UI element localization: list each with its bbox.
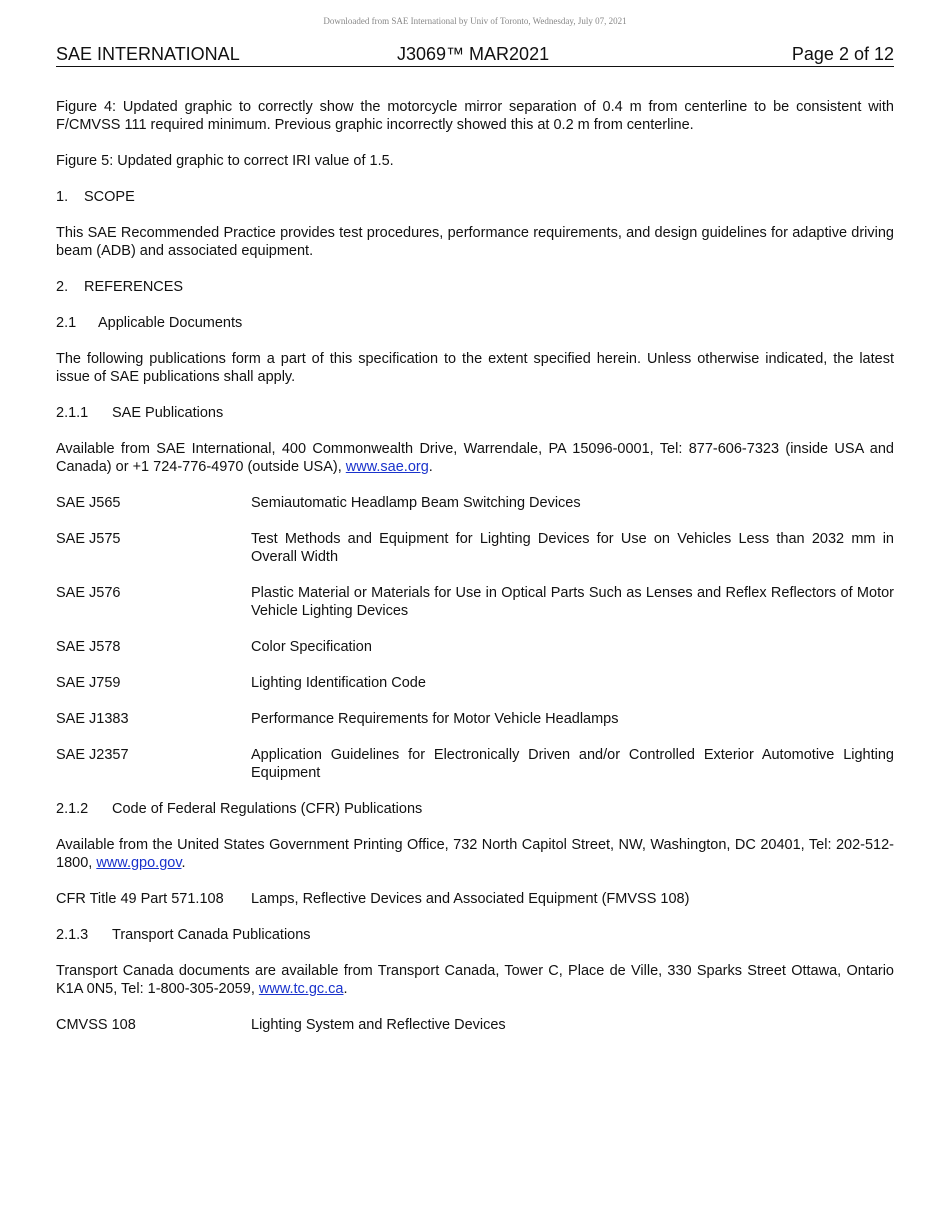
header-org: SAE INTERNATIONAL (56, 44, 240, 64)
sae-availability: Available from SAE International, 400 Commonwealth Drive, Warrendale, PA 15096-0001, Tel: 877-606-7323 (inside USA and Canada) or +1 724-776-4970 (outside USA), www.sae.org. (56, 441, 894, 475)
document-body (56, 98, 894, 1052)
reference-title: Performance Requirements for Motor Vehicle Headlamps (251, 711, 619, 727)
figure5-note: Figure 5: Updated graphic to correct IRI value of 1.5. (56, 153, 394, 169)
section-number: 1. (56, 189, 69, 205)
reference-row (56, 1016, 894, 1034)
subsection-title: Code of Federal Regulations (CFR) Publications (112, 801, 423, 817)
subsection-title: Applicable Documents (98, 315, 243, 331)
gpo-link[interactable]: www.gpo.gov (96, 855, 182, 871)
header-doc-id: J3069™ MAR2021 (397, 44, 550, 64)
subsection-sae-heading (56, 404, 894, 422)
reference-row (56, 710, 894, 728)
reference-code: SAE J1383 (56, 711, 129, 727)
reference-code: SAE J565 (56, 495, 121, 511)
tc-link[interactable]: www.tc.gc.ca (258, 981, 344, 997)
scope-text: This SAE Recommended Practice provides test procedures, performance requirements, and design guidelines for adaptive driving beam (ADB) and associated equipment. (56, 225, 894, 259)
subsection-number: 2.1.2 (56, 801, 89, 817)
subsection-number: 2.1.3 (56, 927, 89, 943)
reference-row (56, 494, 894, 512)
reference-row (56, 638, 894, 656)
reference-code: SAE J759 (56, 675, 121, 691)
reference-title: Lighting Identification Code (251, 675, 426, 691)
reference-code: SAE J2357 (56, 747, 129, 763)
header-page-number: Page 2 of 12 (791, 44, 894, 64)
sae-link[interactable]: www.sae.org (345, 459, 429, 475)
subsection-applicable-heading (56, 314, 894, 332)
reference-code: CMVSS 108 (56, 1017, 136, 1033)
reference-row (56, 530, 894, 566)
page-header (56, 44, 894, 67)
section-title: SCOPE (84, 189, 135, 205)
reference-row (56, 746, 894, 782)
availability-text: Transport Canada documents are available from Transport Canada, Tower C, Place de Ville, 330 Sparks Street Ottawa, Ontario K1A 0N5, Tel: 1-800-305-2059, (56, 963, 894, 997)
subsection-number: 2.1.1 (56, 405, 89, 421)
section-references-heading (56, 278, 894, 296)
section-scope-heading (56, 188, 894, 206)
applicable-text: The following publications form a part of this specification to the extent specified herein. Unless otherwise indicated, the latest issue of SAE publications shall apply. (56, 351, 894, 385)
reference-row (56, 584, 894, 620)
download-watermark: Downloaded from SAE International by Univ of Toronto, Wednesday, July 07, 2021 (323, 16, 627, 26)
tc-availability: Transport Canada documents are available from Transport Canada, Tower C, Place de Ville, 330 Sparks Street Ottawa, Ontario K1A 0N5, Tel: 1-800-305-2059, www.tc.gc.ca. (56, 963, 894, 997)
availability-text: Available from the United States Government Printing Office, 732 North Capitol Street, NW, Washington, DC 20401, Tel: 202-512-1800, (56, 837, 894, 871)
section-number: 2. (56, 279, 69, 295)
reference-code: SAE J575 (56, 531, 121, 547)
reference-title: Plastic Material or Materials for Use in Optical Parts Such as Lenses and Reflex Reflectors of Motor Vehicle Lighting Devices (251, 585, 894, 619)
cfr-availability: Available from the United States Government Printing Office, 732 North Capitol Street, NW, Washington, DC 20401, Tel: 202-512-1800, www.gpo.gov. (56, 837, 894, 871)
reference-title: Color Specification (251, 639, 372, 655)
reference-row (56, 890, 894, 908)
subsection-cfr-heading (56, 800, 894, 818)
reference-code: SAE J576 (56, 585, 121, 601)
reference-code: SAE J578 (56, 639, 121, 655)
reference-title: Lighting System and Reflective Devices (251, 1017, 506, 1033)
subsection-number: 2.1 (56, 315, 77, 331)
reference-title: Application Guidelines for Electronically Driven and/or Controlled Exterior Automotive Lighting Equipment (251, 747, 894, 781)
section-title: REFERENCES (84, 279, 184, 295)
subsection-title: SAE Publications (112, 405, 224, 421)
subsection-title: Transport Canada Publications (112, 927, 311, 943)
subsection-tc-heading (56, 926, 894, 944)
reference-title: Test Methods and Equipment for Lighting Devices for Use on Vehicles Less than 2032 mm in Overall Width (251, 531, 894, 565)
reference-title: Semiautomatic Headlamp Beam Switching Devices (251, 495, 581, 511)
reference-title: Lamps, Reflective Devices and Associated Equipment (FMVSS 108) (251, 891, 690, 907)
reference-code: CFR Title 49 Part 571.108 (56, 891, 224, 907)
reference-row (56, 674, 894, 692)
availability-text: Available from SAE International, 400 Commonwealth Drive, Warrendale, PA 15096-0001, Tel: 877-606-7323 (inside USA and Canada) or +1 724-776-4970 (outside USA), (56, 441, 894, 475)
figure4-note: Figure 4: Updated graphic to correctly show the motorcycle mirror separation of 0.4 m from centerline to be consistent with F/CMVSS 111 required minimum. Previous graphic incorrectly showed this at 0.2 m from centerline. (56, 99, 894, 133)
